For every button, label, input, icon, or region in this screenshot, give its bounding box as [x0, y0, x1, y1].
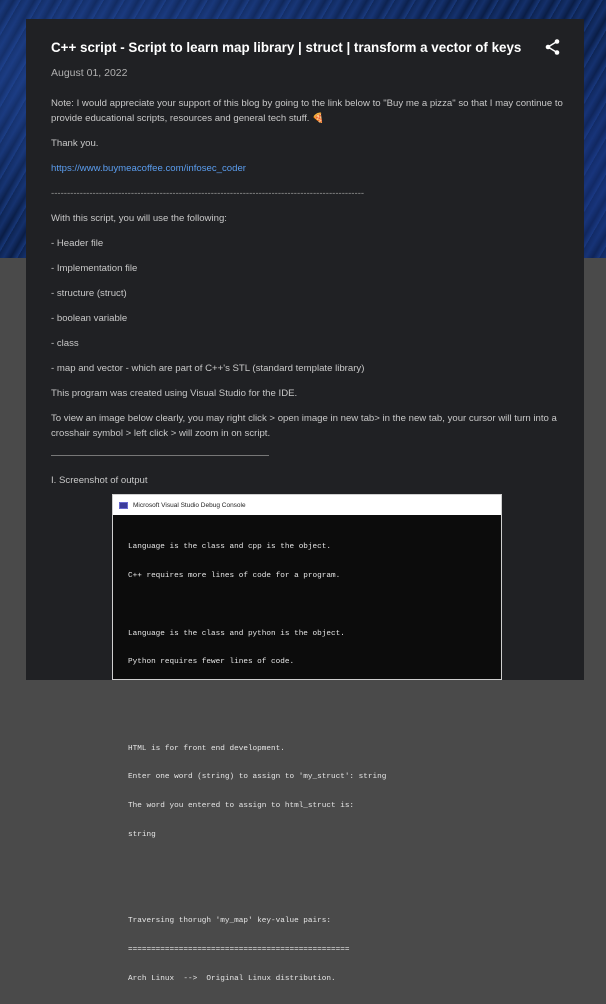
- share-icon[interactable]: [544, 38, 562, 56]
- dashed-separator: --------------------------------------------------------------------------------------------------: [51, 188, 365, 199]
- console-line: ================================================: [128, 946, 350, 955]
- console-line: C++ requires more lines of code for a program.: [128, 571, 341, 580]
- list-item: - boolean variable: [51, 313, 128, 324]
- ide-note: This program was created using Visual Studio for the IDE.: [51, 388, 298, 399]
- console-app-icon: [119, 502, 128, 509]
- buymeacoffee-link[interactable]: https://www.buymeacoffee.com/infosec_coder: [51, 163, 246, 174]
- console-line: Arch Linux --> Original Linux distribution.: [128, 974, 336, 983]
- list-item: - structure (struct): [51, 288, 127, 299]
- section-heading: I. Screenshot of output: [51, 475, 148, 486]
- console-line: Language is the class and cpp is the object.: [128, 543, 331, 552]
- thanks-text: Thank you.: [51, 138, 99, 149]
- console-line: [128, 860, 501, 870]
- console-line: [128, 601, 501, 611]
- post-card: [26, 19, 584, 983]
- post-title[interactable]: C++ script - Script to learn map library | struct | transform a vector of keys: [51, 40, 522, 55]
- view-tip: To view an image below clearly, you may right click > open image in new tab> in the new tab, your cursor will turn into a crosshair symbol > left click > will zoom in on script.: [51, 413, 557, 439]
- intro-text: With this script, you will use the following:: [51, 213, 227, 224]
- console-line: Language is the class and python is the object.: [128, 629, 345, 638]
- console-line: string: [128, 831, 156, 839]
- console-line: HTML is for front end development.: [128, 744, 285, 753]
- list-item: - Implementation file: [51, 263, 138, 274]
- horizontal-rule: [51, 455, 269, 456]
- post-body: [51, 96, 566, 498]
- list-item: - Header file: [51, 238, 104, 249]
- list-item: - map and vector - which are part of C++'s STL (standard template library): [51, 363, 365, 374]
- console-line: Python requires fewer lines of code.: [128, 658, 295, 667]
- console-title: Microsoft Visual Studio Debug Console: [133, 501, 246, 509]
- support-note: Note: I would appreciate your support of this blog by going to the link below to "Buy me a pizza" so that I may continue to provide educational scripts, resources and general tech stuff. 🍕: [51, 98, 563, 124]
- console-line: [128, 716, 501, 726]
- console-line: [128, 687, 501, 697]
- console-output: [113, 515, 501, 1004]
- console-screenshot[interactable]: [112, 494, 502, 983]
- list-item: - class: [51, 338, 79, 349]
- console-titlebar: [113, 495, 501, 515]
- console-line: Traversing thorugh 'my_map' key-value pairs:: [128, 917, 331, 926]
- console-line: The word you entered to assign to html_struct is:: [128, 802, 355, 811]
- console-line: [128, 889, 501, 899]
- post-date: August 01, 2022: [51, 67, 128, 79]
- console-line: Enter one word (string) to assign to 'my_struct': string: [128, 773, 387, 782]
